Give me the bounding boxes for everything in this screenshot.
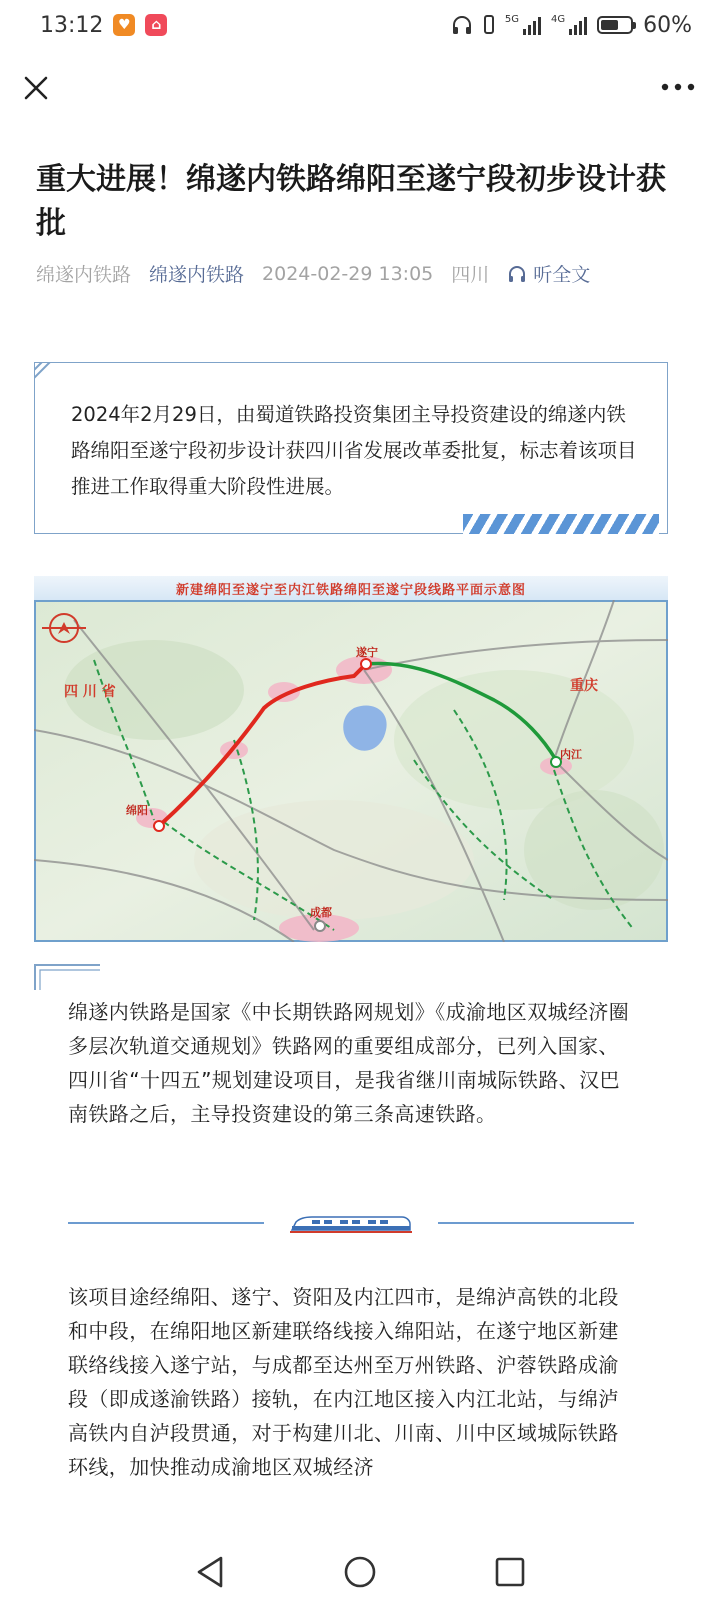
map-label-chongqing: 重庆 [570,678,598,694]
map-label-neijiang: 内江 [560,748,582,761]
battery-icon [597,16,633,34]
listen-label: 听全文 [533,264,591,286]
system-nav-bar [0,1532,720,1612]
route-map-image[interactable] [34,576,668,942]
app-notification-icon: ♥ [113,14,135,36]
summary-text: 2024年2月29日，由蜀道铁路投资集团主导投资建设的绵遂内铁路绵阳至遂宁段初步设计获四川省发展改革委批复，标志着该项目推进工作取得重大阶段性进展。 [71,403,637,498]
publish-region: 四川 [451,264,490,286]
headphones-icon [451,15,473,35]
paragraph-1: 绵遂内铁路是国家《中长期铁路网规划》《成渝地区双城经济圈多层次轨道交通规划》铁路网的重要组成部分，已列入国家、四川省“十四五”规划建设项目，是我省继川南城际铁路、汉巴南铁路之后，主导投资建设的第三条高速铁路。 [68,1000,630,1126]
article-meta [36,260,696,287]
paragraph-2: 该项目途经绵阳、遂宁、资阳及内江四市，是绵泸高铁的北段和中段，在绵阳地区新建联络线接入绵阳站，在遂宁地区新建联络线接入遂宁站，与成都至达州至万州铁路、沪蓉铁路成渝段（即成遂渝铁路）接轨，在内江地区接入内江北站，与绵泸高铁内自泸段贯通，对于构建川北、川南、川中区域城际铁路环线，加快推动成渝地区双城经济 [68,1285,619,1479]
article-author: 绵遂内铁路 [36,264,132,286]
home-circle-icon [343,1555,377,1589]
train-icon [290,1214,412,1234]
stripe-decoration [463,514,659,534]
close-icon [22,74,50,102]
map-label-suining: 遂宁 [356,646,378,659]
map-header [34,576,668,602]
map-illustration [34,600,668,942]
more-icon [661,83,695,91]
train-divider [68,1210,634,1236]
map-label-mianyang: 绵阳 [126,804,148,817]
signal-4g-icon [551,15,587,35]
summary-box [34,362,668,534]
headphones-icon [507,264,527,284]
signal-5g-icon [505,15,541,35]
vibrate-icon [483,15,495,35]
nav-back-button[interactable] [190,1552,230,1592]
section-decoration [34,964,104,990]
network-type-2: 4G [550,14,566,25]
close-button[interactable] [18,70,54,106]
status-left [40,13,167,38]
listen-button[interactable] [507,260,590,287]
corner-decoration [34,362,52,380]
battery-percent: 60% [643,12,692,38]
app-notification-icon-2: ⌂ [145,14,167,36]
nav-recents-button[interactable] [490,1552,530,1592]
article-title: 重大进展！绵遂内铁路绵阳至遂宁段初步设计获批 [36,162,666,241]
nav-home-button[interactable] [340,1552,380,1592]
recents-square-icon [494,1556,526,1588]
status-time: 13:12 [40,12,104,38]
status-bar [0,0,720,50]
map-label-chengdu: 成都 [310,906,332,919]
battery-fill [601,20,618,30]
network-type-1: 5G [504,14,519,25]
more-options-button[interactable] [658,72,698,102]
status-right [451,13,692,38]
divider-line-left [68,1222,264,1224]
publish-datetime: 2024-02-29 13:05 [262,262,434,285]
divider-line-right [438,1222,634,1224]
account-name-link[interactable]: 绵遂内铁路 [149,264,245,286]
map-label-province: 四 川 省 [64,684,116,700]
map-title: 新建绵阳至遂宁至内江铁路绵阳至遂宁段线路平面示意图 [175,583,526,598]
back-triangle-icon [195,1555,225,1589]
